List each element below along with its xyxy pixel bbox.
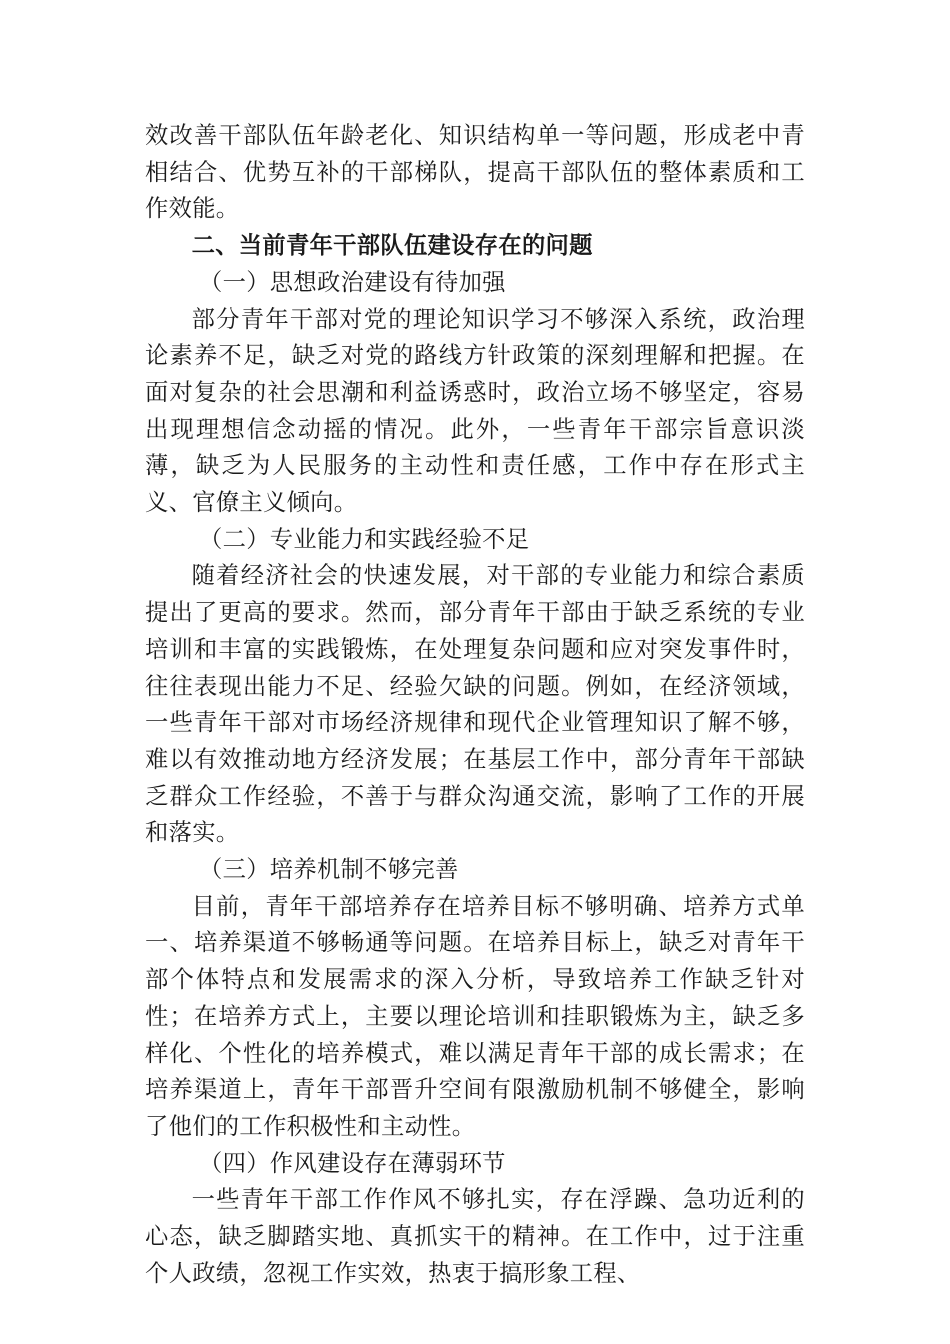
- subsection-paragraph-4: 一些青年干部工作作风不够扎实，存在浮躁、急功近利的心态，缺乏脚踏实地、真抓实干的精神。在工作中，过于注重个人政绩，忽视工作实效，热衷于搞形象工程、: [145, 1186, 805, 1287]
- subsection-paragraph-2: 随着经济社会的快速发展，对干部的专业能力和综合素质提出了更高的要求。然而，部分青年干部由于缺乏系统的专业培训和丰富的实践锻炼，在处理复杂问题和应对突发事件时，往往表现出能力不足、经验欠缺的问题。例如，在经济领域，一些青年干部对市场经济规律和现代企业管理知识了解不够，难以有效推动地方经济发展；在基层工作中，部分青年干部缺乏群众工作经验，不善于与群众沟通交流，影响了工作的开展和落实。: [145, 562, 805, 847]
- subsection-paragraph-3: 目前，青年干部培养存在培养目标不够明确、培养方式单一、培养渠道不够畅通等问题。在培养目标上，缺乏对青年干部个体特点和发展需求的深入分析，导致培养工作缺乏针对性；在培养方式上，主要以理论培训和挂职锻炼为主，缺乏多样化、个性化的培养模式，难以满足青年干部的成长需求；在培养渠道上，青年干部晋升空间有限激励机制不够健全，影响了他们的工作积极性和主动性。: [145, 892, 805, 1140]
- subsection-heading-3: （三）培养机制不够完善: [199, 856, 459, 884]
- section-heading: 二、当前青年干部队伍建设存在的问题: [191, 232, 593, 260]
- subsection-heading-1: （一）思想政治建设有待加强: [199, 268, 506, 296]
- subsection-heading-2: （二）专业能力和实践经验不足: [199, 525, 530, 553]
- intro-paragraph: 效改善干部队伍年龄老化、知识结构单一等问题，形成老中青相结合、优势互补的干部梯队，提高干部队伍的整体素质和工作效能。: [145, 122, 805, 223]
- subsection-paragraph-1: 部分青年干部对党的理论知识学习不够深入系统，政治理论素养不足，缺乏对党的路线方针政策的深刻理解和把握。在面对复杂的社会思潮和利益诱惑时，政治立场不够坚定，容易出现理想信念动摇的情况。此外，一些青年干部宗旨意识淡薄，缺乏为人民服务的主动性和责任感，工作中存在形式主义、官僚主义倾向。: [145, 305, 805, 517]
- subsection-heading-4: （四）作风建设存在薄弱环节: [199, 1149, 506, 1177]
- document-body: [145, 118, 805, 1293]
